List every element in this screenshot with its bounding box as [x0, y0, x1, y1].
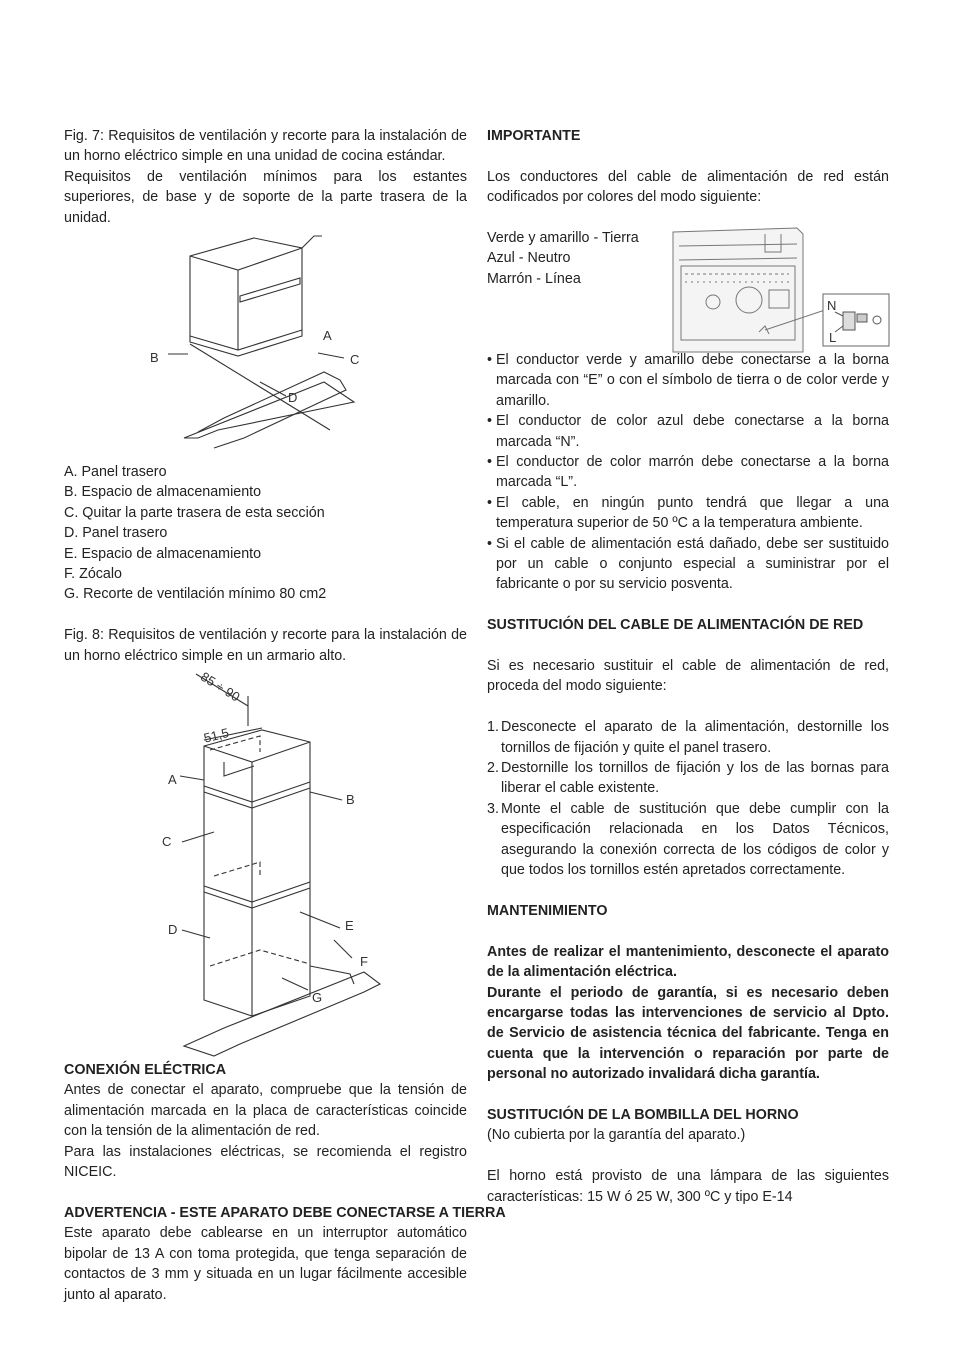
fig8-diagram	[64, 666, 467, 1060]
list-item: 2. Destornille los tornillos de fijación y los de las bornas para liberar el cable existente.	[487, 760, 889, 797]
left-column	[64, 126, 506, 1305]
legend-item: C. Quitar la parte trasera de esta sección	[64, 504, 325, 521]
section-heading-sustitucion-cable: SUSTITUCIÓN DEL CABLE DE ALIMENTACIÓN DE RED	[487, 617, 864, 634]
section-heading-bombilla: SUSTITUCIÓN DE LA BOMBILLA DEL HORNO	[487, 1106, 799, 1123]
wire-color-item: Verde y amarillo - Tierra	[487, 230, 639, 246]
terminal-label-l: L	[829, 330, 837, 345]
fig8-label-f: F	[360, 954, 368, 970]
section-heading-advertencia: ADVERTENCIA - ESTE APARATO DEBE CONECTARSE A TIERRA	[64, 1204, 506, 1221]
legend-item: E. Espacio de almacenamiento	[64, 545, 262, 562]
list-item: 3. Monte el cable de sustitución que debe cumplir con la especificación relacionada en los Datos Técnicos, asegurando la conexión correcta de los códigos de color y que todos los tornillos estén apretados correctamente.	[487, 800, 889, 879]
wire-color-list	[487, 228, 639, 289]
fig7-diagram	[64, 228, 467, 462]
bombilla-note: (No cubierta por la garantía del aparato.)	[487, 1127, 746, 1144]
list-item: • El cable, en ningún punto tendrá que llegar a una temperatura superior de 50 ºC a la temperatura ambiente.	[487, 493, 889, 534]
list-item: • Si el cable de alimentación está dañado, debe ser sustituido por un cable o conjunto especial a suministrar por el fabricante o por su servicio posventa.	[487, 534, 889, 595]
legend-item: A. Panel trasero	[64, 464, 167, 481]
fig8-label-b: B	[346, 792, 355, 808]
fig8-label-e: E	[345, 918, 354, 934]
wiring-bullet-list	[487, 350, 889, 595]
sustitucion-text: Si es necesario sustituir el cable de alimentación de red, proceda del modo siguiente:	[487, 658, 889, 695]
fig7-caption: Fig. 7: Requisitos de ventilación y recorte para la instalación de un horno eléctrico simple en una unidad de cocina estándar.	[64, 128, 467, 165]
mantenimiento-text-2: Durante el periodo de garantía, si es necesario deben encargarse todas las intervenciones de servicio al Dpto. de Servicio de asistencia técnica del fabricante. Tenga en cuenta que la intervención o reparación por parte de personal no autorizado invalidará dicha garantía.	[487, 984, 889, 1083]
legend-list	[64, 462, 467, 605]
fig8-caption: Fig. 8: Requisitos de ventilación y recorte para la instalación de un horno eléctrico simple en un armario alto.	[64, 627, 467, 664]
fig8-label-d: D	[168, 922, 178, 938]
fig7-label-a: A	[323, 328, 332, 344]
section-heading-mantenimiento: MANTENIMIENTO	[487, 902, 608, 919]
importante-text: Los conductores del cable de alimentación de red están codificados por colores del modo siguiente:	[487, 168, 889, 206]
fig8-label-c: C	[162, 834, 172, 850]
right-column	[487, 126, 889, 1207]
fig8-dim-width: 51,5	[202, 725, 231, 746]
fig8-dim-depth: 85 ÷ 90	[197, 668, 243, 705]
list-item: • El conductor verde y amarillo debe conectarse a la borna marcada con “E” o con el símbolo de tierra o de color verde y amarillo.	[487, 350, 889, 411]
list-item: 1. Desconecte el aparato de la alimentación, destornille los tornillos de fijación y quite el panel trasero.	[487, 719, 889, 756]
fig7-label-d: D	[288, 390, 298, 406]
conexion-text: Antes de conectar el aparato, compruebe que la tensión de alimentación marcada en la placa de características coincide con la tensión de la alimentación de red.	[64, 1082, 467, 1140]
conexion-text-2: Para las instalaciones eléctricas, se recomienda el registro NICEIC.	[64, 1143, 467, 1181]
fig8-label-g: G	[312, 990, 323, 1006]
section-heading-conexion: CONEXIÓN ELÉCTRICA	[64, 1062, 227, 1079]
wire-color-item: Marrón - Línea	[487, 270, 581, 287]
advertencia-text: Este aparato debe cablearse en un interruptor automático bipolar de 13 A con toma protegida, que tenga separación de contactos de 3 mm y situada en un lugar fácilmente accesible junto al aparato.	[64, 1225, 467, 1303]
section-heading-importante: IMPORTANTE	[487, 128, 581, 144]
legend-item: B. Espacio de almacenamiento	[64, 484, 262, 501]
legend-item: D. Panel trasero	[64, 525, 168, 542]
list-item: • El conductor de color azul debe conectarse a la borna marcada “N”.	[487, 411, 889, 452]
oven-terminal-illustration	[669, 222, 891, 358]
fig8-label-a: A	[168, 772, 177, 788]
steps-list	[487, 717, 889, 880]
bombilla-text: El horno está provisto de una lámpara de las siguientes características: 15 W ó 25 W, 300 ºC y tipo E-14	[487, 1168, 889, 1205]
fig7-label-b: B	[150, 350, 159, 366]
list-item: • El conductor de color marrón debe conectarse a la borna marcada “L”.	[487, 452, 889, 493]
mantenimiento-text: Antes de realizar el mantenimiento, desconecte el aparato de la alimentación eléctrica.	[487, 943, 889, 981]
terminal-label-n: N	[827, 298, 837, 313]
legend-item: F. Zócalo	[64, 566, 123, 583]
fig7-caption-2: Requisitos de ventilación mínimos para los estantes superiores, de base y de soporte de la parte trasera de la unidad.	[64, 168, 467, 226]
wire-colors-block	[487, 228, 889, 350]
legend-item: G. Recorte de ventilación mínimo 80 cm2	[64, 586, 327, 603]
fig7-label-c: C	[350, 352, 360, 368]
wire-color-item: Azul - Neutro	[487, 250, 571, 267]
